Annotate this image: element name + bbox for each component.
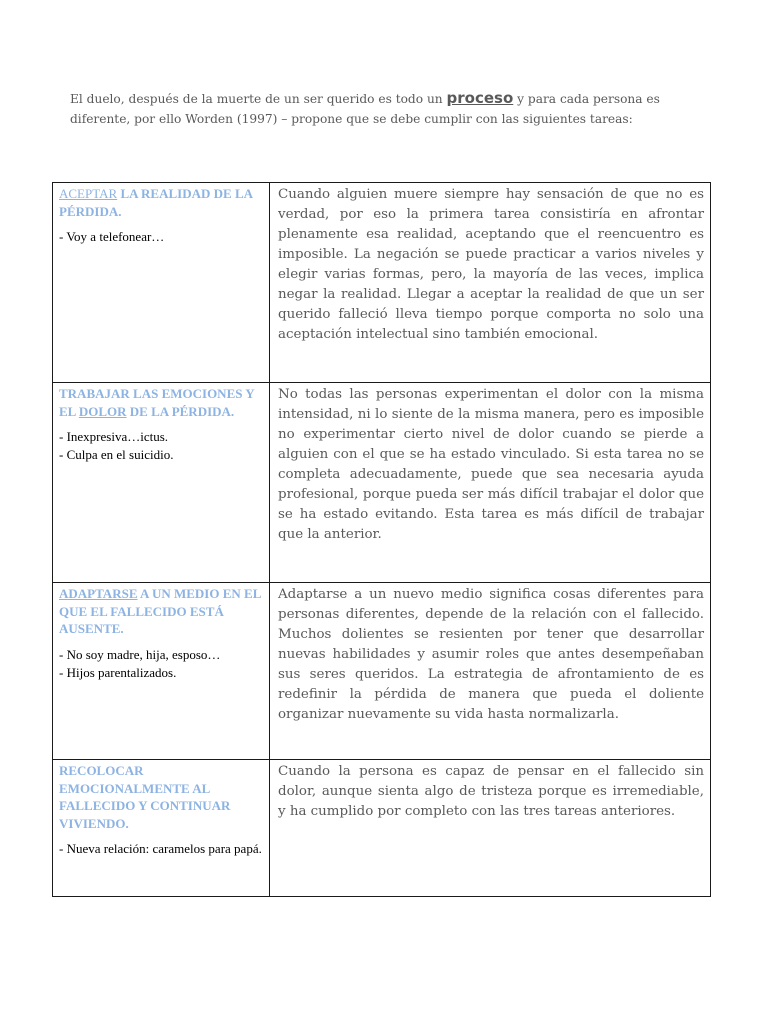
tasks-table bbox=[52, 182, 711, 897]
task-title: RECOLOCAR EMOCIONALMENTE AL FALLECIDO Y CONTINUAR VIVIENDO. bbox=[59, 763, 231, 831]
task-description-cell bbox=[270, 183, 711, 383]
task-row-accept bbox=[53, 183, 711, 383]
task-title-before: TRABAJAR LAS EMOCIONES Y EL bbox=[59, 386, 255, 419]
task-row-emotions bbox=[53, 383, 711, 583]
task-title bbox=[59, 585, 263, 638]
task-example: - Culpa en el suicidio. bbox=[59, 447, 174, 462]
task-example: - Inexpresiva…ictus. bbox=[59, 429, 169, 444]
task-label-cell bbox=[53, 760, 270, 897]
intro-highlight-word: proceso bbox=[446, 89, 514, 107]
task-title-keyword: ADAPTARSE bbox=[59, 586, 138, 601]
task-example: - Nueva relación: caramelos para papá. bbox=[59, 841, 262, 856]
intro-paragraph bbox=[70, 88, 710, 129]
task-title-after: DE LA PÉRDIDA. bbox=[126, 403, 235, 419]
task-description-cell bbox=[270, 383, 711, 583]
task-label-cell bbox=[53, 583, 270, 760]
task-title bbox=[59, 185, 263, 220]
task-title-rest: A UN MEDIO EN EL QUE EL FALLECIDO ESTÁ AUSENTE. bbox=[59, 586, 261, 636]
task-example: - Hijos parentalizados. bbox=[59, 664, 177, 680]
task-title bbox=[59, 385, 263, 420]
intro-text-after: y para cada persona es diferente, por ello Worden (1997) – propone que se debe cumplir con las siguientes tareas: bbox=[70, 92, 660, 126]
task-description: Cuando la persona es capaz de pensar en el fallecido sin dolor, aunque sienta algo de tristeza porque es irremediable, y ha cumplido por completo con las tres tareas anteriores. bbox=[278, 764, 704, 819]
task-description-cell bbox=[270, 583, 711, 760]
task-label-cell bbox=[53, 183, 270, 383]
intro-text-before: El duelo, después de la muerte de un ser querido es todo un bbox=[70, 92, 447, 106]
task-description: Cuando alguien muere siempre hay sensación de que no es verdad, por eso la primera tarea consistiría en afrontar plenamente esa realidad, aceptando que el reencuentro es imposible. La negación se puede practicar a varios niveles y elegir varias formas, pero, la mayoría de las veces, implica negar la realidad. Llegar a aceptar la realidad de que un ser querido falleció lleva tiempo porque comporta no solo una aceptación intelectual sino también emocional. bbox=[278, 187, 704, 342]
task-example: - Voy a telefonear… bbox=[59, 229, 165, 244]
task-example: - No soy madre, hija, esposo… bbox=[59, 646, 221, 662]
task-title-rest: LA REALIDAD DE LA PÉRDIDA. bbox=[59, 186, 253, 219]
task-description: No todas las personas experimentan el dolor con la misma intensidad, ni lo siente de la misma manera, pero es imposible no experimentar cierto nivel de dolor cuando se pierde a alguien con el que se ha estado vinculado. Si esta tarea no se completa adecuadamente, puede que sea necesaria ayuda profesional, porque pueda ser más difícil trabajar el dolor que se ha estado evitando. Esta tarea es más difícil de trabajar que la anterior. bbox=[278, 387, 704, 542]
task-title-keyword: ACEPTAR bbox=[59, 186, 118, 201]
task-description: Adaptarse a un nuevo medio significa cosas diferentes para personas diferentes, depende de la relación con el fallecido. Muchos dolientes se resienten por tener que desarrollar nuevas habilidades y asumir roles que antes desempeñaban sus seres queridos. La estrategia de afrontamiento de es redefinir la pérdida de manera que pueda el doliente organizar nuevamente su vida hasta normalizarla. bbox=[278, 587, 704, 722]
task-row-relocate bbox=[53, 760, 711, 897]
task-title-keyword: DOLOR bbox=[78, 403, 127, 419]
task-label-cell bbox=[53, 383, 270, 583]
task-description-cell bbox=[270, 760, 711, 897]
task-row-adapt bbox=[53, 583, 711, 760]
